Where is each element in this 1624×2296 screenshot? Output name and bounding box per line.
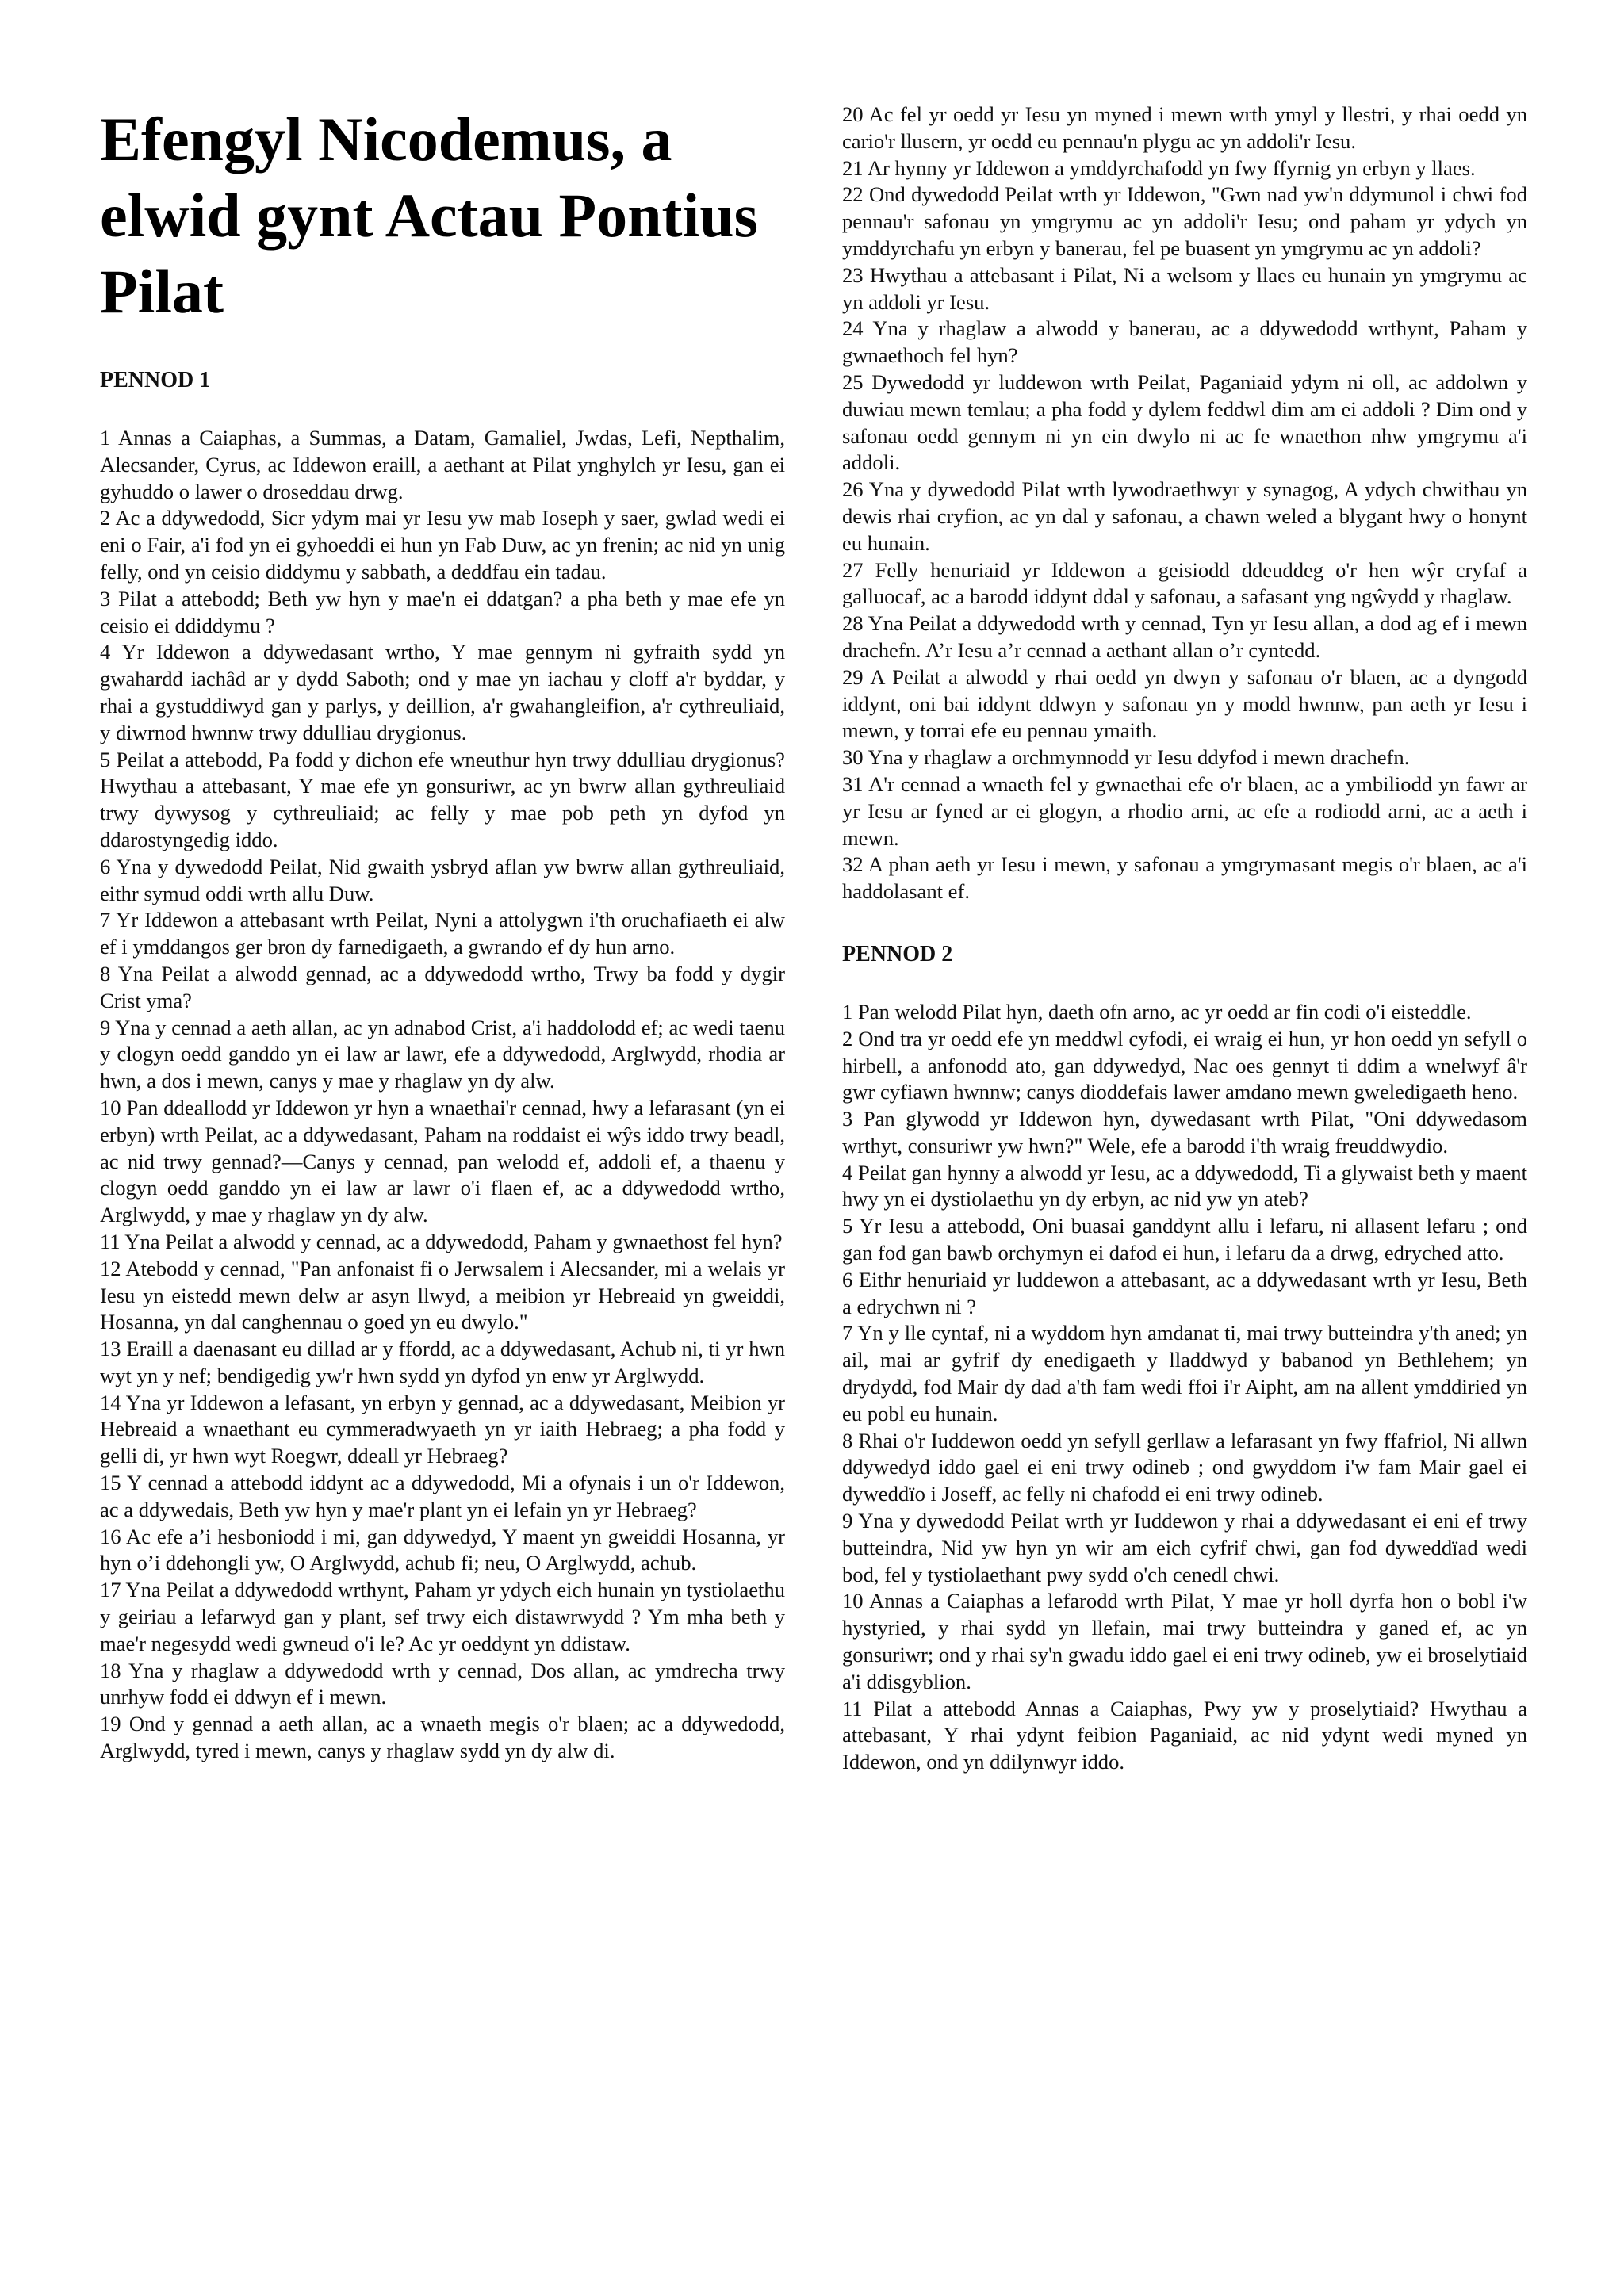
- verse-paragraph: 9 Yna y dywedodd Peilat wrth yr Iuddewon y rhai a ddywedasant ei eni ef trwy butteindra, Nid yw hyn yn wir am eich cyfrif chwi, gan fod dyweddïad wedi bod, fel y tystiolaethant pwy sydd o'ch cenedl chwi.: [842, 1509, 1527, 1586]
- verse-paragraph: 10 Annas a Caiaphas a lefarodd wrth Pilat, Y mae yr holl dyrfa hon o bobl i'w hystyried, y rhai sydd yn llefain, mai trwy butteindra y ganed ef, ac yn gonsuriwr; ond y rhai sy'n gwadu iddo gael ei eni trwy odineb, yw ei broselytiaid a'i ddisgyblion.: [842, 1589, 1527, 1693]
- chapter-2-verses: [842, 999, 1527, 1776]
- verse-paragraph: 26 Yna y dywedodd Pilat wrth lywodraethwyr y synagog, A ydych chwithau yn dewis rhai cryfion, ac yn dal y safonau, a chawn weled a blygant hwy o honynt eu hunain.: [842, 477, 1527, 555]
- verse-paragraph: 1 Annas a Caiaphas, a Summas, a Datam, Gamaliel, Jwdas, Lefi, Nepthalim, Alecsander, Cyrus, ac Iddewon eraill, a aethant at Pilat ynghylch yr Iesu, gan ei gyhuddo o lawer o droseddau drwg.: [100, 426, 785, 503]
- verse-paragraph: 12 Atebodd y cennad, "Pan anfonaist fi o Jerwsalem i Alecsander, mi a welais yr Iesu yn eistedd mewn delw ar asyn llwyd, a meibion yr Hebreaid yn gweiddi, Hosanna, yn dal canghennau o goed yn eu dwylo.": [100, 1256, 785, 1334]
- verse-paragraph: 23 Hwythau a attebasant i Pilat, Ni a welsom y llaes eu hunain yn ymgrymu ac yn addoli yr Iesu.: [842, 262, 1527, 314]
- verse-paragraph: 29 A Peilat a alwodd y rhai oedd yn dwyn y safonau o'r blaen, ac a dyngodd iddynt, oni bai iddynt ddwyn y safonau yn y modd hwnnw, pan aeth yr Iesu i mewn, y torrai efe eu pennau ymaith.: [842, 664, 1527, 743]
- verse-paragraph: 9 Yna y cennad a aeth allan, ac yn adnabod Crist, a'i haddolodd ef; ac wedi taenu y clogyn oedd ganddo yn ei law ar lawr, efe a ddywedodd, Arglwydd, rhodia ar hwn, a dos i mewn, canys y mae y rhaglaw yn dy alw.: [100, 1015, 785, 1093]
- verse-paragraph: 6 Eithr henuriaid yr luddewon a attebasant, ac a ddywedasant wrth yr Iesu, Beth a edrychwn ni ?: [842, 1267, 1527, 1318]
- verse-paragraph: 16 Ac efe a’i hesboniodd i mi, gan ddywedyd, Y maent yn gweiddi Hosanna, yr hyn o’i ddehongli yw, O Arglwydd, achub fi; neu, O Arglwydd, achub.: [100, 1524, 785, 1575]
- verse-paragraph: 7 Yn y lle cyntaf, ni a wyddom hyn amdanat ti, mai trwy butteindra y'th aned; yn ail, mai ar gyfrif dy enedigaeth y lladdwyd y babanod yn Bethlehem; yn drydydd, fod Mair dy dad a'th fam wedi ffoi i'r Aipht, am na allent ymddiried yn eu pobl eu hunain.: [842, 1321, 1527, 1425]
- verse-paragraph: 25 Dywedodd yr luddewon wrth Peilat, Paganiaid ydym ni oll, ac addolwn y duwiau mewn temlau; a pha fodd y dylem feddwl dim am ei addoli ? Dim ond y safonau oedd gennym ni yn ein dwylo ni ac fe wnaethon nhw ymgrymu a'i addoli.: [842, 369, 1527, 475]
- verse-paragraph: 20 Ac fel yr oedd yr Iesu yn myned i mewn wrth ymyl y llestri, y rhai oedd yn cario'r llusern, yr oedd eu pennau'n plygu ac yn addoli'r Iesu.: [842, 102, 1527, 153]
- right-column: [842, 101, 1527, 1776]
- verse-paragraph: 5 Peilat a attebodd, Pa fodd y dichon efe wneuthur hyn trwy ddulliau drygionus? Hwythau a attebasant, Y mae efe yn gonsuriwr, ac yn bwrw allan gythreuliaid trwy dywysog y cythreuliaid; ac felly y mae pob peth yn dyfod yn ddarostyngedig iddo.: [100, 747, 785, 851]
- verse-paragraph: 19 Ond y gennad a aeth allan, ac a wnaeth megis o'r blaen; ac a ddywedodd, Arglwydd, tyred i mewn, canys y rhaglaw sydd yn dy alw di.: [100, 1712, 785, 1763]
- verse-paragraph: 1 Pan welodd Pilat hyn, daeth ofn arno, ac yr oedd ar fin codi o'i eisteddle.: [842, 999, 1472, 1024]
- verse-paragraph: 8 Yna Peilat a alwodd gennad, ac a ddywedodd wrtho, Trwy ba fodd y dygir Crist yma?: [100, 961, 785, 1012]
- verse-paragraph: 3 Pilat a attebodd; Beth yw hyn y mae'n ei ddatgan? a pha beth y mae efe yn ceisio ei ddiddymu ?: [100, 586, 785, 637]
- verse-paragraph: 11 Yna Peilat a alwodd y cennad, ac a ddywedodd, Paham y gwnaethost fel hyn?: [100, 1229, 783, 1253]
- chapter-1-verses-part-1: [100, 425, 785, 1765]
- verse-paragraph: 2 Ond tra yr oedd efe yn meddwl cyfodi, ei wraig ei hun, yr hon oedd yn sefyll o hirbell, a anfonodd ato, gan ddywedyd, Nac oes gennyt ti ddim a wnelwyf â'r gwr cyfiawn hwnnw; canys dioddefais lawer amdano mewn gweledigaeth heno.: [842, 1026, 1527, 1104]
- verse-paragraph: 14 Yna yr Iddewon a lefasant, yn erbyn y gennad, ac a ddywedasant, Meibion yr Hebreaid a wnaethant eu cymmeradwyaeth yn yr iaith Hebraeg; a pha fodd y gelli di, yr hwn wyt Roegwr, ddeall yr Hebraeg?: [100, 1390, 785, 1468]
- verse-paragraph: 11 Pilat a attebodd Annas a Caiaphas, Pwy yw y proselytiaid? Hwythau a attebasant, Y rhai ydynt feibion Paganiaid, ac nid ydynt wedi myned yn Iddewon, ond yn ddilynwyr iddo.: [842, 1696, 1527, 1774]
- verse-paragraph: 4 Peilat gan hynny a alwodd yr Iesu, ac a ddywedodd, Ti a glywaist beth y maent hwy yn ei dystiolaethu yn dy erbyn, ac nid yw yn ateb?: [842, 1160, 1527, 1211]
- chapter-1-verses-part-2: [842, 101, 1527, 905]
- verse-paragraph: 15 Y cennad a attebodd iddynt ac a ddywedodd, Mi a ofynais i un o'r Iddewon, ac a ddywedais, Beth yw hyn y mae'r plant yn ei lefain yn yr Hebraeg?: [100, 1471, 785, 1521]
- verse-paragraph: 8 Rhai o'r Iuddewon oedd yn sefyll gerllaw a lefarasant yn fwy ffafriol, Ni allwn ddywedyd iddo gael ei eni trwy odineb ; ond gwyddom i'w fam Mair gael ei dyweddïo i Joseff, ac felly ni chafodd ei eni trwy odineb.: [842, 1428, 1527, 1506]
- verse-paragraph: 24 Yna y rhaglaw a alwodd y banerau, ac a ddywedodd wrthynt, Paham y gwnaethoch fel hyn?: [842, 316, 1527, 368]
- verse-paragraph: 22 Ond dywedodd Peilat wrth yr Iddewon, "Gwn nad yw'n ddymunol i chwi fod pennau'r safonau yn ymgrymu ac yn addoli'r Iesu; ond paham yr ydych yn ymddyrchafu yn erbyn y banerau, fel pe buasent yn ymgrymu ac yn addoli?: [842, 182, 1527, 260]
- chapter-heading-1: PENNOD 1: [100, 368, 211, 392]
- verse-paragraph: 6 Yna y dywedodd Peilat, Nid gwaith ysbryd aflan yw bwrw allan gythreuliaid, eithr symud oddi wrth allu Duw.: [100, 854, 785, 905]
- verse-paragraph: 32 A phan aeth yr Iesu i mewn, y safonau a ymgrymasant megis o'r blaen, ac a'i haddolasant ef.: [842, 852, 1527, 904]
- verse-paragraph: 13 Eraill a daenasant eu dillad ar y ffordd, ac a ddywedasant, Achub ni, ti yr hwn wyt yn y nef; bendigedig yw'r hwn sydd yn dyfod yn enw yr Arglwydd.: [100, 1337, 785, 1387]
- chapter-heading-2: PENNOD 2: [842, 941, 953, 966]
- verse-paragraph: 27 Felly henuriaid yr Iddewon a geisiodd ddeuddeg o'r hen wŷr cryfaf a galluocaf, ac a barodd iddynt ddal y safonau, a safasant yng ngŵydd y rhaglaw.: [842, 557, 1527, 609]
- verse-paragraph: 10 Pan ddeallodd yr Iddewon yr hyn a wnaethai'r cennad, hwy a lefarasant (yn ei erbyn) wrth Peilat, ac a ddywedasant, Paham na roddaist ei wŷs iddo trwy beadl, ac nid trwy gennad?—Canys y cennad, pan welodd ef, addoli ef, a thaenu y clogyn oedd ganddo yn ei law ar lawr o'i flaen ef, ac a ddywedodd wrtho, Arglwydd, y mae y rhaglaw yn dy alw.: [100, 1095, 785, 1227]
- verse-paragraph: 2 Ac a ddywedodd, Sicr ydym mai yr Iesu yw mab Ioseph y saer, gwlad wedi ei eni o Fair, a'i fod yn ei gyhoeddi ei hun yn Fab Duw, ac yn frenin; ac nid yn unig felly, ond yn ceisio diddymu y sabbath, a deddfau ein tadau.: [100, 506, 785, 584]
- verse-paragraph: 30 Yna y rhaglaw a orchmynnodd yr Iesu ddyfod i mewn drachefn.: [842, 745, 1410, 770]
- document-title: Efengyl Nicodemus, a elwid gynt Actau Pontius Pilat: [100, 105, 758, 326]
- verse-paragraph: 7 Yr Iddewon a attebasant wrth Peilat, Nyni a attolygwn i'th oruchafiaeth ei alw ef i ymddangos ger bron dy farnedigaeth, a gwrando ef dy hun arno.: [100, 908, 785, 959]
- verse-paragraph: 5 Yr Iesu a attebodd, Oni buasai ganddynt allu i lefaru, ni allasent lefaru ; ond gan fod gan bawb orchymyn ei dafod ei hun, i lefaru da a drwg, edryched atto.: [842, 1214, 1527, 1265]
- left-column: [100, 101, 785, 1765]
- verse-paragraph: 17 Yna Peilat a ddywedodd wrthynt, Paham yr ydych eich hunain yn tystiolaethu y geiriau a lefarwyd gan y plant, sef trwy eich distawrwydd ? Ym mha beth y mae'r negesydd wedi gwneud o'i le? Ac yr oeddynt yn ddistaw.: [100, 1578, 785, 1655]
- verse-paragraph: 31 A'r cennad a wnaeth fel y gwnaethai efe o'r blaen, ac a ymbiliodd yn fawr ar yr Iesu ar fyned ar ei glogyn, a rhodio arni, ac efe a rodiodd arni, ac a aeth i mewn.: [842, 771, 1527, 850]
- verse-paragraph: 4 Yr Iddewon a ddywedasant wrtho, Y mae gennym ni gyfraith sydd yn gwahardd iachâd ar y dydd Saboth; ond y mae yn iachau y cloff a'r byddar, y rhai a gystuddiwyd gan y parlys, y deillion, a'r gwahangleifion, a'r cythreuliaid, y diwrnod hwnnw trwy ddulliau drygionus.: [100, 640, 785, 744]
- verse-paragraph: 3 Pan glywodd yr Iddewon hyn, dywedasant wrth Pilat, "Oni ddywedasom wrthyt, consuriwr yw hwn?" Wele, efe a barodd i'th wraig freuddwydio.: [842, 1107, 1527, 1158]
- verse-paragraph: 18 Yna y rhaglaw a ddywedodd wrth y cennad, Dos allan, ac ymdrecha trwy unrhyw fodd ei ddwyn ef i mewn.: [100, 1658, 785, 1709]
- verse-paragraph: 21 Ar hynny yr Iddewon a ymddyrchafodd yn fwy ffyrnig yn erbyn y llaes.: [842, 155, 1476, 180]
- verse-paragraph: 28 Yna Peilat a ddywedodd wrth y cennad, Tyn yr Iesu allan, a dod ag ef i mewn drachefn. A’r Iesu a’r cennad a aethant allan o’r cyntedd.: [842, 611, 1527, 662]
